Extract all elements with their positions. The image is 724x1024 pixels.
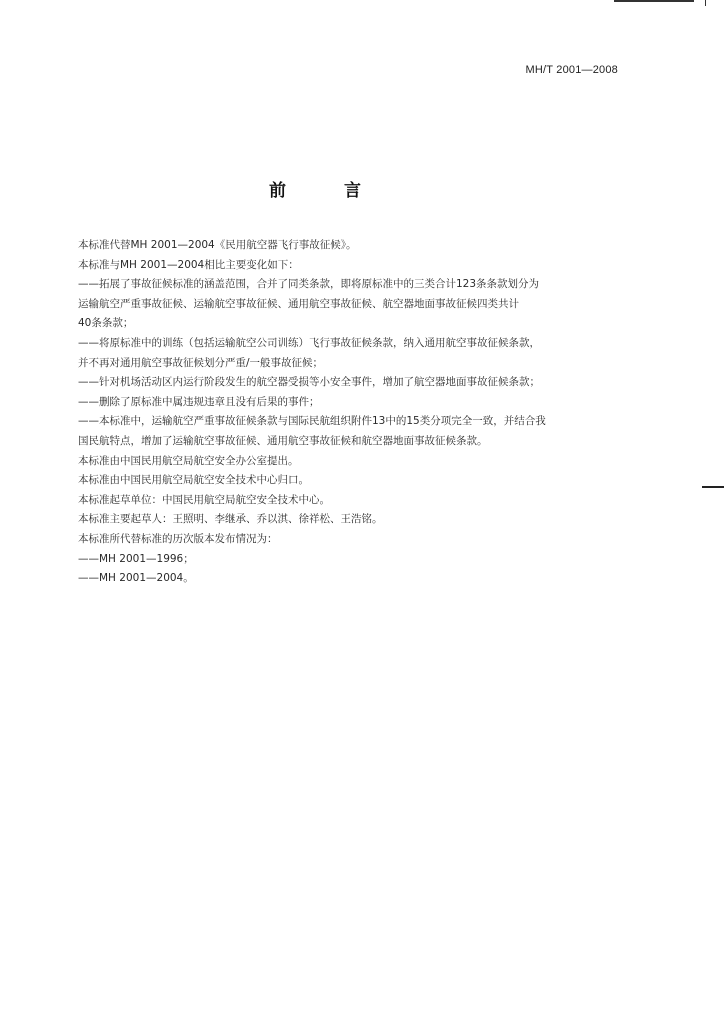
page-title: 前 言 bbox=[269, 181, 387, 201]
change-item-training bbox=[78, 334, 634, 373]
scan-artifact-corner bbox=[705, 0, 716, 6]
paragraph-drafting-unit: 本标准起草单位：中国民用航空局航空安全技术中心。 bbox=[78, 493, 330, 506]
change-item-scope bbox=[78, 275, 634, 334]
change-item-ground: ——针对机场活动区内运行阶段发生的航空器受损等小安全事件，增加了航空器地面事故征候条款； bbox=[78, 376, 540, 389]
paragraph-replaces: 本标准代替MH 2001—2004《民用航空器飞行事故征候》。 bbox=[78, 239, 357, 251]
paragraph-history-intro: 本标准所代替标准的历次版本发布情况为： bbox=[78, 532, 278, 545]
paragraph-changes-intro: 本标准与MH 2001—2004相比主要变化如下： bbox=[78, 258, 299, 271]
foreword-body bbox=[78, 236, 634, 589]
paragraph-drafters: 本标准主要起草人：王照明、李继承、乔以淇、徐祥松、王浩铭。 bbox=[78, 513, 383, 526]
change-item-scope-line1: ——拓展了事故征候标准的涵盖范围，合并了同类条款，即将原标准中的三类合计123条条款划分为 bbox=[78, 278, 540, 291]
scan-artifact-right bbox=[702, 486, 724, 488]
change-item-scope-line2: 运输航空严重事故征候、运输航空事故征候、通用航空事故征候、航空器地面事故征候四类共计 bbox=[78, 297, 519, 310]
paragraph-managed-by: 本标准由中国民用航空局航空安全技术中心归口。 bbox=[78, 474, 309, 487]
change-item-icao-line1: ——本标准中，运输航空严重事故征候条款与国际民航组织附件13中的15类分项完全一致，并结合我 bbox=[78, 415, 546, 428]
change-item-training-line2: 并不再对通用航空事故征候划分严重/一般事故征候； bbox=[78, 356, 324, 369]
change-item-scope-line3: 40条条款； bbox=[78, 317, 134, 330]
history-item-2004: ——MH 2001—2004。 bbox=[78, 572, 194, 585]
paragraph-proposed-by: 本标准由中国民用航空局航空安全办公室提出。 bbox=[78, 454, 299, 467]
history-item-1996: ——MH 2001—1996； bbox=[78, 552, 194, 565]
change-item-icao bbox=[78, 412, 634, 451]
scan-artifact-top bbox=[614, 0, 694, 2]
document-code: MH/T 2001—2008 bbox=[525, 64, 618, 76]
change-item-training-line1: ——将原标准中的训练（包括运输航空公司训练）飞行事故征候条款，纳入通用航空事故征候条款， bbox=[78, 336, 540, 349]
change-item-deleted: ——删除了原标准中属违规违章且没有后果的事件； bbox=[78, 395, 320, 408]
change-item-icao-line2: 国民航特点，增加了运输航空事故征候、通用航空事故征候和航空器地面事故征候条款。 bbox=[78, 434, 488, 447]
